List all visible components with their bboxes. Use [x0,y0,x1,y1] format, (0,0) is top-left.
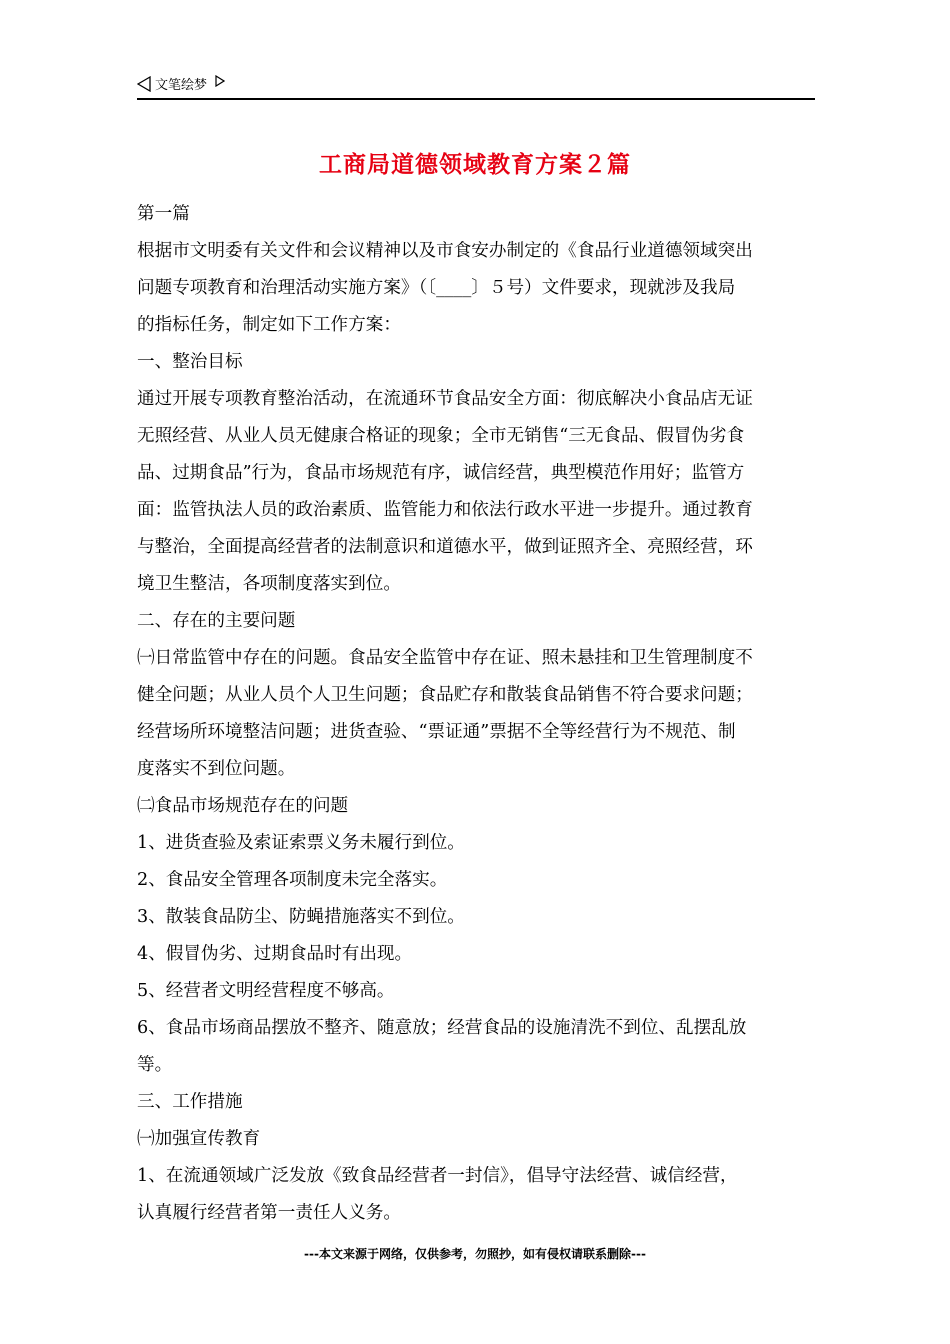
text-line: 等。 [137,1055,173,1075]
text-line: 度落实不到位问题。 [137,759,296,779]
document-title: 工商局道德领域教育方案２篇 [319,152,631,178]
text-line: ㈠加强宣传教育 [137,1129,261,1149]
text-line: 二、存在的主要问题 [137,611,296,631]
text-line: 三、工作措施 [137,1092,243,1112]
text-line: 5、经营者文明经营程度不够高。 [137,981,395,1001]
brand-text: 文笔绘梦 [155,78,208,93]
text-line: 3、散装食品防尘、防蝇措施落实不到位。 [137,907,465,927]
text-line: 4、假冒伪劣、过期食品时有出现。 [137,944,413,964]
text-line: 6、食品市场商品摆放不整齐、随意放；经营食品的设施清洗不到位、乱摆乱放 [137,1018,747,1038]
text-line: 通过开展专项教育整治活动，在流通环节食品安全方面：彻底解决小食品店无证 [137,389,753,409]
text-line: 一、整治目标 [137,352,243,372]
text-line: 根据市文明委有关文件和会议精神以及市食安办制定的《食品行业道德领域突出 [137,241,753,261]
text-line: 认真履行经营者第一责任人义务。 [137,1203,401,1223]
page-header [137,72,815,100]
text-line: 品、过期食品”行为，食品市场规范有序，诚信经营，典型模范作用好；监管方 [137,463,745,483]
page-footer: ---本文来源于网络，仅供参考，勿照抄，如有侵权请联系删除--- [304,1247,646,1261]
text-line: ㈠日常监管中存在的问题。食品安全监管中存在证、照未悬挂和卫生管理制度不 [137,648,753,668]
text-line: ㈡食品市场规范存在的问题 [137,796,349,816]
text-line: 健全问题；从业人员个人卫生问题；食品贮存和散装食品销售不符合要求问题； [137,685,753,705]
triangle-left-icon [137,76,151,92]
text-line: 1、进货查验及索证索票义务未履行到位。 [137,833,465,853]
text-line: 面：监管执法人员的政治素质、监管能力和依法行政水平进一步提升。通过教育 [137,500,753,520]
text-line: 经营场所环境整洁问题；进货查验、“票证通”票据不全等经营行为不规范、制 [137,722,736,742]
header-brand [137,74,225,93]
text-line: 无照经营、从业人员无健康合格证的现象；全市无销售“三无食品、假冒伪劣食 [137,426,745,446]
text-line: 问题专项教育和治理活动实施方案》（〔____〕５号）文件要求，现就涉及我局 [137,278,736,298]
document-body [137,196,817,1232]
text-line: 的指标任务，制定如下工作方案： [137,315,401,335]
text-line: 与整治，全面提高经营者的法制意识和道德水平，做到证照齐全、亮照经营，环 [137,537,753,557]
text-line: 境卫生整洁，各项制度落实到位。 [137,574,401,594]
text-line: 2、食品安全管理各项制度未完全落实。 [137,870,448,890]
triangle-right-icon [215,75,225,87]
text-line: 第一篇 [137,204,190,224]
text-line: 1、在流通领域广泛发放《致食品经营者一封信》，倡导守法经营、诚信经营， [137,1166,738,1186]
